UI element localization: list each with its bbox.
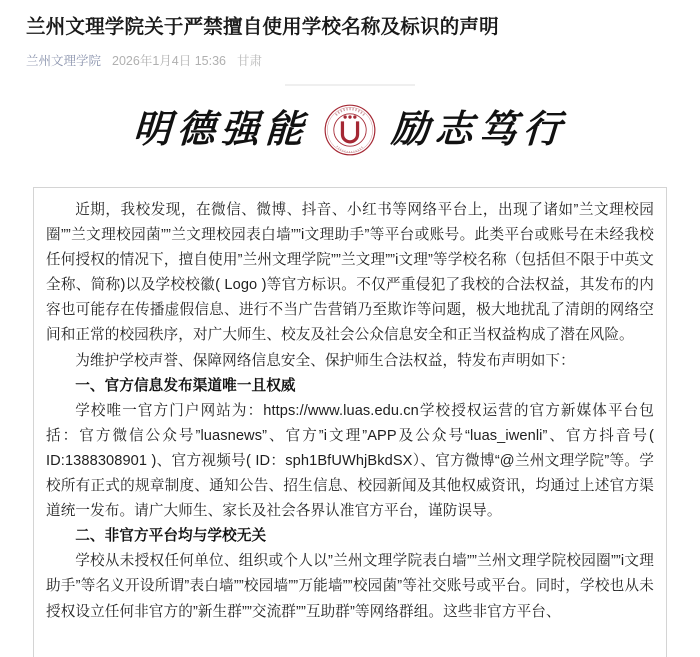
motto-right-text: 励志笃行 bbox=[389, 109, 569, 152]
statement-content-box bbox=[33, 187, 667, 657]
body-paragraph: 学校从未授权任何单位、组织或个人以”兰州文理学院表白墙””兰州文理学院校园圈””i文理助手”等名义开设所谓”表白墙””校园墙””万能墙””校园菌”等社交账号或平台。同时，学校也从未授权设立任何非官方的”新生群””交流群””互助群”等网络群组。这些非官方平台、 bbox=[46, 553, 654, 620]
byline-date: 2026年1月4日 15:36 bbox=[112, 54, 226, 69]
section-heading: 二、非官方平台均与学校无关 bbox=[75, 528, 267, 545]
header-divider bbox=[285, 84, 415, 86]
motto-banner bbox=[0, 92, 700, 168]
byline bbox=[26, 54, 674, 69]
body-paragraph: 学校唯一官方门户网站为：https://www.luas.edu.cn学校授权运营的官方新媒体平台包括：官方微信公众号”luasnews”、官方”i文理”APP及公众号“luas_iwenli”、官方抖音号( ID:1388308901 )、官方视频号( ID：sph1BfUWhjBkdSX）、官方微博“@兰州文理学院”等。学校所有正式的规章制度、通知公告、招生信息、校园新闻及其他权威资讯，均通过上述官方渠道统一发布。请广大师生、家长及社会各界认准官方平台，谨防误导。 bbox=[46, 402, 654, 520]
article-header bbox=[0, 0, 700, 69]
page-title: 兰州文理学院关于严禁擅自使用学校名称及标识的声明 bbox=[26, 16, 499, 38]
byline-source[interactable]: 兰州文理学院 bbox=[26, 54, 102, 69]
body-paragraph: 近期，我校发现，在微信、微博、抖音、小红书等网络平台上，出现了诸如”兰文理校园圈””兰文理校园菌””兰文理校园表白墙””i文理助手”等平台或账号。此类平台或账号在未经我校任何授权的情况下，擅自使用”兰州文理学院””兰文理””i文理”等学校名称（包括但不限于中英文全称、简称)以及学校校徽( Logo )等官方标识。不仅严重侵犯了我校的合法权益，其发布的内容也可能存在传播虚假信息、进行不当广告营销乃至欺诈等问题，极大地扰乱了清朗的网络空间和正常的校园秩序，对广大师生、校友及社会公众信息安全和正当权益构成了潜在风险。 bbox=[46, 202, 654, 344]
body-paragraph: 为维护学校声誉、保障网络信息安全、保护师生合法权益，特发布声明如下： bbox=[75, 352, 575, 369]
school-emblem-icon bbox=[323, 103, 377, 157]
section-heading: 一、官方信息发布渠道唯一且权威 bbox=[75, 377, 296, 394]
motto-left-text: 明德强能 bbox=[131, 109, 311, 152]
statement-body bbox=[46, 198, 654, 625]
byline-region: 甘肃 bbox=[236, 54, 262, 69]
